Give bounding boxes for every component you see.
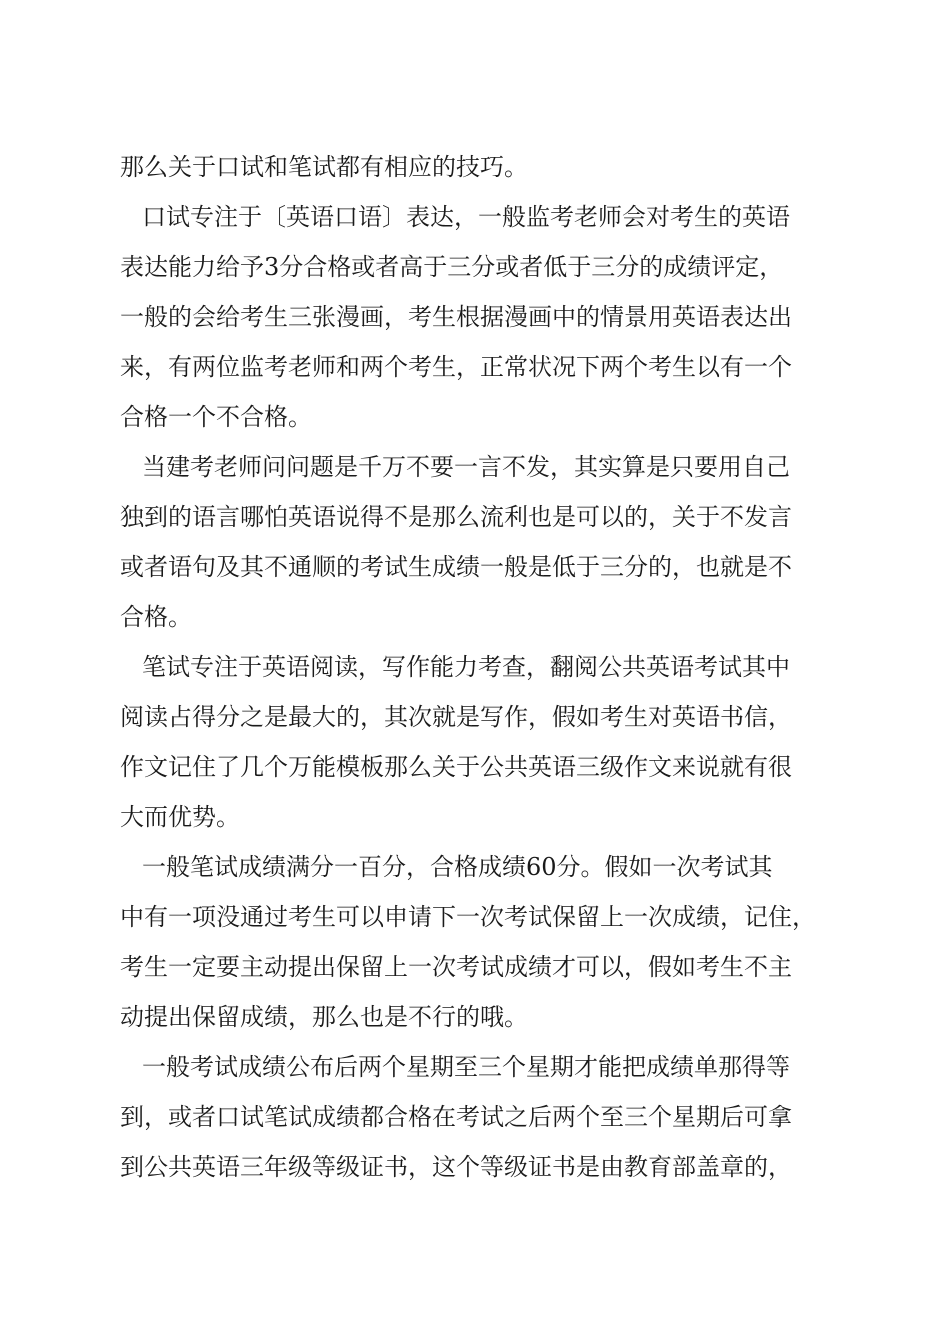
text-line: 大而优势。 xyxy=(120,803,240,831)
text-line: 作文记住了几个万能模板那么关于公共英语三级作文来说就有很 xyxy=(120,753,792,781)
paragraph-first-line: 笔试专注于英语阅读，写作能力考查，翻阅公共英语考试其中 xyxy=(142,653,790,681)
text-line: 到，或者口试笔试成绩都合格在考试之后两个至三个星期后可拿 xyxy=(120,1103,792,1131)
text-line: 表达能力给予3分合格或者高于三分或者低于三分的成绩评定， xyxy=(120,253,784,281)
text-line: 合格。 xyxy=(120,603,192,631)
text-line: 或者语句及其不通顺的考试生成绩一般是低于三分的，也就是不 xyxy=(120,553,792,581)
text-line: 来，有两位监考老师和两个考生，正常状况下两个考生以有一个 xyxy=(120,353,792,381)
document-body xyxy=(120,142,840,1192)
text-line: 考生一定要主动提出保留上一次考试成绩才可以，假如考生不主 xyxy=(120,953,792,981)
text-line: 中有一项没通过考生可以申请下一次考试保留上一次成绩，记住， xyxy=(120,903,816,931)
text-line: 一般的会给考生三张漫画，考生根据漫画中的情景用英语表达出 xyxy=(120,303,792,331)
paragraph-first-line: 一般考试成绩公布后两个星期至三个星期才能把成绩单那得等 xyxy=(142,1053,790,1081)
paragraph-first-line: 一般笔试成绩满分一百分，合格成绩60分。假如一次考试其 xyxy=(142,853,773,881)
text-line: 合格一个不合格。 xyxy=(120,403,312,431)
text-line: 动提出保留成绩，那么也是不行的哦。 xyxy=(120,1003,528,1031)
paragraph-first-line: 当建考老师问问题是千万不要一言不发，其实算是只要用自己 xyxy=(142,453,790,481)
text-line: 阅读占得分之是最大的，其次就是写作，假如考生对英语书信， xyxy=(120,703,792,731)
text-line: 那么关于口试和笔试都有相应的技巧。 xyxy=(120,153,528,181)
text-line: 独到的语言哪怕英语说得不是那么流利也是可以的，关于不发言 xyxy=(120,503,792,531)
text-line: 到公共英语三年级等级证书，这个等级证书是由教育部盖章的， xyxy=(120,1153,792,1181)
paragraph-first-line: 口试专注于〔英语口语〕表达，一般监考老师会对考生的英语 xyxy=(142,203,790,231)
